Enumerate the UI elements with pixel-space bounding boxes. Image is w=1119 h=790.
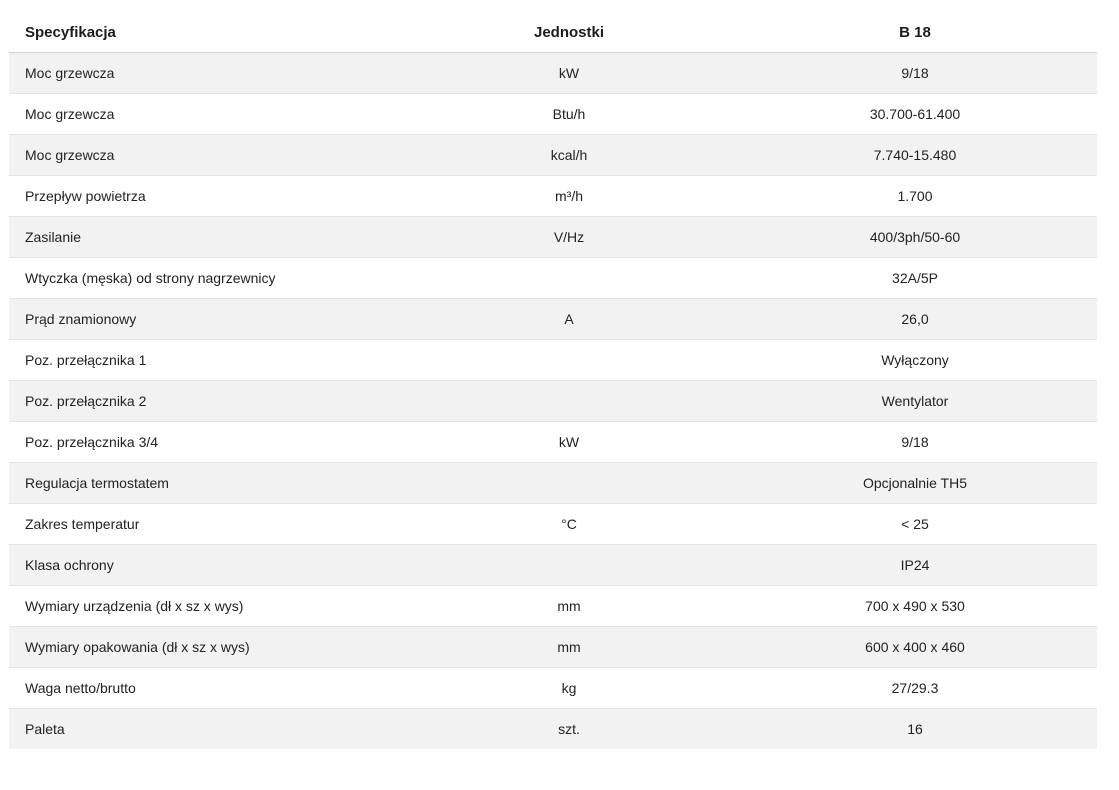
table-row (9, 340, 1097, 381)
header-model: B 18 (733, 12, 1097, 53)
cell-specification: Moc grzewcza (9, 135, 405, 176)
cell-specification: Wymiary urządzenia (dł x sz x wys) (9, 586, 405, 627)
specification-table (9, 12, 1097, 749)
table-row (9, 668, 1097, 709)
cell-value: 7.740-15.480 (733, 135, 1097, 176)
table-row (9, 627, 1097, 668)
cell-unit: kW (405, 422, 733, 463)
cell-value: 32A/5P (733, 258, 1097, 299)
cell-value: 16 (733, 709, 1097, 750)
cell-specification: Zasilanie (9, 217, 405, 258)
table-row (9, 381, 1097, 422)
cell-specification: Wtyczka (męska) od strony nagrzewnicy (9, 258, 405, 299)
cell-specification: Przepływ powietrza (9, 176, 405, 217)
cell-value: 9/18 (733, 422, 1097, 463)
cell-unit: kg (405, 668, 733, 709)
cell-specification: Waga netto/brutto (9, 668, 405, 709)
cell-specification: Regulacja termostatem (9, 463, 405, 504)
cell-specification: Paleta (9, 709, 405, 750)
cell-specification: Wymiary opakowania (dł x sz x wys) (9, 627, 405, 668)
cell-value: 400/3ph/50-60 (733, 217, 1097, 258)
cell-unit: mm (405, 627, 733, 668)
cell-value: 600 x 400 x 460 (733, 627, 1097, 668)
cell-unit: szt. (405, 709, 733, 750)
cell-unit: kW (405, 53, 733, 94)
cell-specification: Klasa ochrony (9, 545, 405, 586)
cell-specification: Poz. przełącznika 1 (9, 340, 405, 381)
cell-unit: °C (405, 504, 733, 545)
cell-unit: kcal/h (405, 135, 733, 176)
cell-unit (405, 258, 733, 299)
table-row (9, 258, 1097, 299)
cell-value: Wentylator (733, 381, 1097, 422)
cell-specification: Poz. przełącznika 3/4 (9, 422, 405, 463)
cell-unit: mm (405, 586, 733, 627)
table-row (9, 176, 1097, 217)
cell-unit: Btu/h (405, 94, 733, 135)
cell-value: < 25 (733, 504, 1097, 545)
cell-value: 26,0 (733, 299, 1097, 340)
table-row (9, 217, 1097, 258)
cell-unit: V/Hz (405, 217, 733, 258)
cell-unit (405, 381, 733, 422)
header-specification: Specyfikacja (9, 12, 405, 53)
table-row (9, 299, 1097, 340)
cell-unit: A (405, 299, 733, 340)
cell-specification: Zakres temperatur (9, 504, 405, 545)
cell-value: 700 x 490 x 530 (733, 586, 1097, 627)
cell-unit (405, 340, 733, 381)
cell-unit (405, 545, 733, 586)
table-body (9, 53, 1097, 750)
table-row (9, 709, 1097, 750)
table-row (9, 504, 1097, 545)
cell-value: IP24 (733, 545, 1097, 586)
cell-value: 9/18 (733, 53, 1097, 94)
header-row (9, 12, 1097, 53)
cell-value: Opcjonalnie TH5 (733, 463, 1097, 504)
cell-value: 30.700-61.400 (733, 94, 1097, 135)
cell-unit: m³/h (405, 176, 733, 217)
cell-specification: Moc grzewcza (9, 53, 405, 94)
cell-unit (405, 463, 733, 504)
table-row (9, 463, 1097, 504)
table-row (9, 135, 1097, 176)
cell-specification: Poz. przełącznika 2 (9, 381, 405, 422)
cell-value: Wyłączony (733, 340, 1097, 381)
table-row (9, 94, 1097, 135)
table-row (9, 422, 1097, 463)
cell-specification: Moc grzewcza (9, 94, 405, 135)
table-row (9, 586, 1097, 627)
table-row (9, 53, 1097, 94)
cell-value: 27/29.3 (733, 668, 1097, 709)
cell-specification: Prąd znamionowy (9, 299, 405, 340)
header-units: Jednostki (405, 12, 733, 53)
cell-value: 1.700 (733, 176, 1097, 217)
table-row (9, 545, 1097, 586)
table-header (9, 12, 1097, 53)
